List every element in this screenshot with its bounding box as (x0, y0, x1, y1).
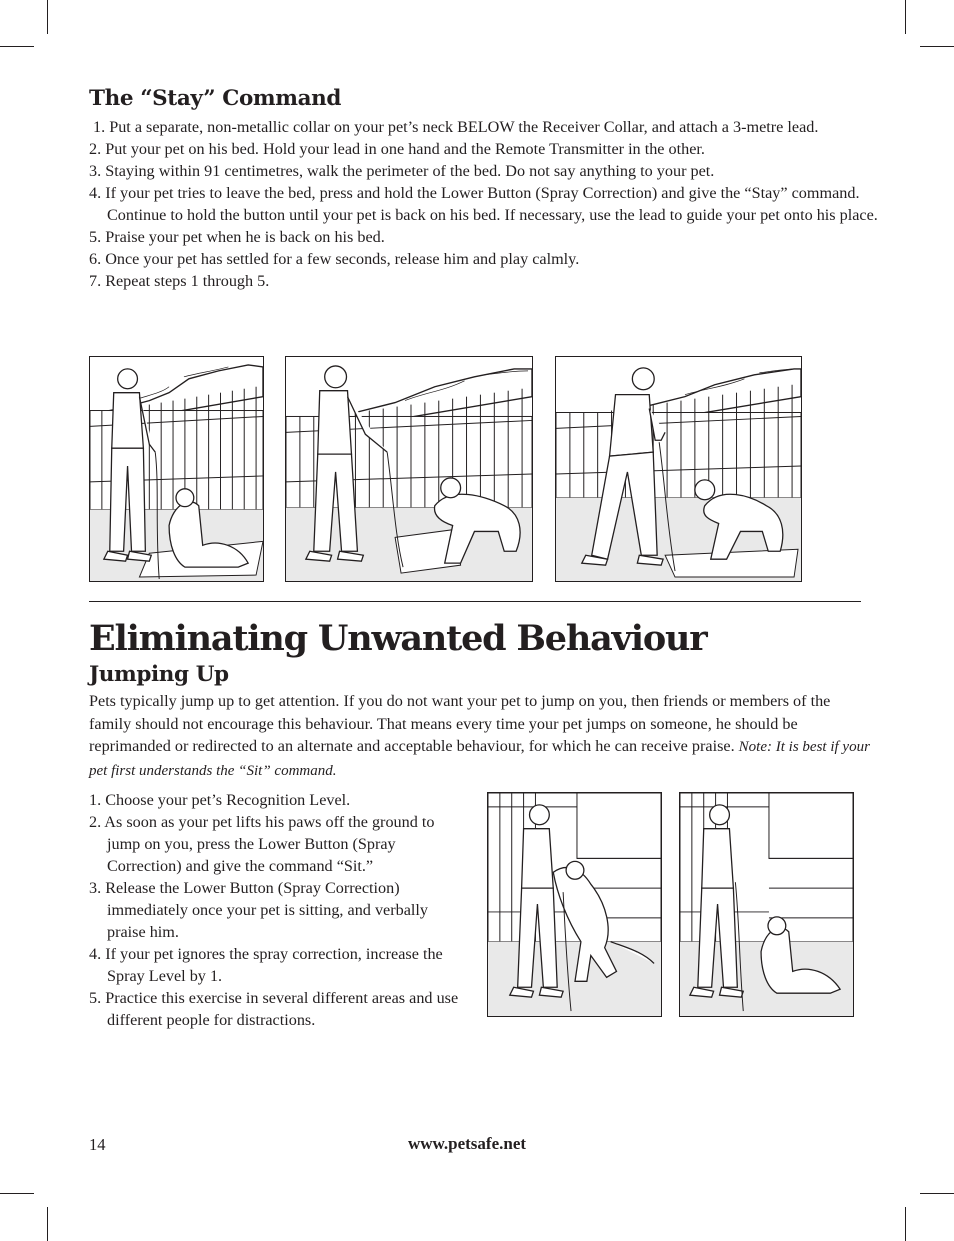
stay-steps-list (89, 116, 879, 292)
jumping-illustration-1 (487, 792, 662, 1017)
intro-note: Note: It is best if your pet first understands the “Sit” command. (89, 739, 870, 779)
list-item: 2. Put your pet on his bed. Hold your lead in one hand and the Remote Transmitter in the other. (89, 140, 705, 158)
crop-mark (47, 0, 48, 34)
list-item: 5. Praise your pet when he is back on his bed. (89, 228, 385, 246)
intro-text: Pets typically jump up to get attention. If you do not want your pet to jump on you, then friends or members of the family should not encourage this behaviour. That means every time your pet jumps on someone, he should be reprimanded or redirected to an alternate and acceptable behaviour, for which he can receive praise. (89, 692, 831, 755)
crop-mark (47, 1207, 48, 1241)
crop-mark (920, 1193, 954, 1194)
crop-mark (920, 46, 954, 47)
crop-mark (905, 1207, 906, 1241)
list-item: 1. Put a separate, non-metallic collar on your pet’s neck BELOW the Receiver Collar, and attach a 3-metre lead. (93, 118, 819, 136)
list-item: 3. Release the Lower Button (Spray Correction) immediately once your pet is sitting, and verbally praise him. (89, 879, 428, 941)
crop-mark (905, 0, 906, 34)
stay-illustration-2 (285, 356, 533, 582)
footer-url: www.petsafe.net (408, 1134, 527, 1153)
list-item: 1. Choose your pet’s Recognition Level. (89, 791, 351, 809)
list-item: 7. Repeat steps 1 through 5. (89, 272, 270, 290)
list-item: 3. Staying within 91 centimetres, walk the perimeter of the bed. Do not say anything to your pet. (89, 162, 715, 180)
jumping-steps-list (89, 789, 469, 1031)
jumping-illustration-2 (679, 792, 854, 1017)
stay-heading: The “Stay” Command (89, 86, 342, 111)
page-number: 14 (89, 1135, 106, 1154)
list-item: 4. If your pet ignores the spray correction, increase the Spray Level by 1. (89, 945, 443, 985)
list-item: 2. As soon as your pet lifts his paws off the ground to jump on you, press the Lower Button (Spray Correction) and give the command “Sit.” (89, 813, 435, 875)
intro-paragraph (89, 690, 871, 782)
list-item: 4. If your pet tries to leave the bed, press and hold the Lower Button (Spray Correction) and give the “Stay” command. Continue to hold the button until your pet is back on his bed. If necessary, use the lead to guide your pet onto his place. (89, 184, 878, 224)
crop-mark (0, 1193, 34, 1194)
stay-illustration-1 (89, 356, 264, 582)
section-title: Eliminating Unwanted Behaviour (89, 618, 707, 659)
section-divider (89, 601, 861, 602)
list-item: 5. Practice this exercise in several different areas and use different people for distractions. (89, 989, 459, 1029)
stay-illustration-3 (555, 356, 802, 582)
section-subtitle: Jumping Up (89, 662, 229, 687)
list-item: 6. Once your pet has settled for a few seconds, release him and play calmly. (89, 250, 580, 268)
crop-mark (0, 46, 34, 47)
